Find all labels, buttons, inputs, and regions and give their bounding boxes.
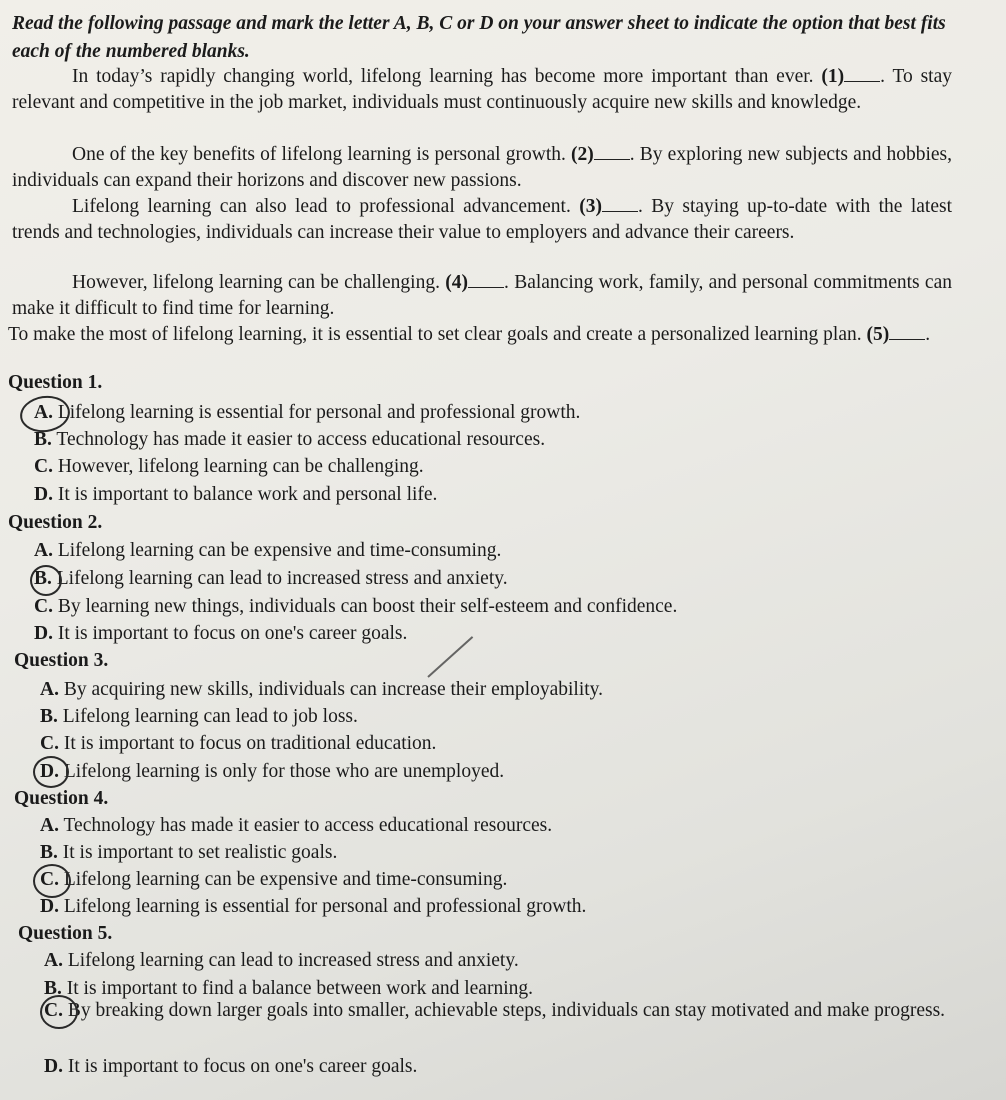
blank-3: [602, 197, 638, 212]
q4-option-c[interactable]: [40, 867, 507, 893]
option-letter: C.: [34, 456, 53, 477]
para-2-text: One of the key benefits of lifelong learning is personal growth.: [72, 144, 572, 165]
option-letter: B.: [40, 842, 58, 863]
q2-option-d[interactable]: [34, 621, 407, 647]
option-text: By learning new things, individuals can boost their self-esteem and confidence.: [57, 596, 678, 617]
para-5-text-after: .: [925, 324, 931, 345]
para-1-text-after: . To stay relevant and competitive in the job market, individuals must continuously acquire new skills and knowledge.: [12, 66, 952, 113]
option-letter: D.: [34, 623, 53, 644]
option-text: Technology has made it easier to access educational resources.: [63, 815, 553, 836]
passage-paragraph-4: [12, 270, 952, 322]
q5-option-a[interactable]: [44, 948, 519, 974]
question-2-title: Question 2.: [8, 512, 103, 533]
question-4-title: Question 4.: [14, 788, 109, 809]
q4-option-d[interactable]: [40, 894, 586, 920]
option-letter: A.: [34, 540, 53, 561]
option-text: It is important to focus on one's career goals.: [57, 623, 408, 644]
option-letter: C.: [44, 1000, 63, 1021]
blank-number-1: (1): [821, 66, 845, 87]
answer-circle-q5: [40, 995, 78, 1029]
passage-paragraph-2: [12, 142, 952, 194]
option-letter: C.: [34, 596, 53, 617]
option-letter: D.: [40, 761, 59, 782]
option-text: However, lifelong learning can be challenging.: [57, 456, 424, 477]
q2-option-a[interactable]: [34, 538, 501, 564]
option-letter: D.: [34, 484, 53, 505]
option-letter: B.: [40, 706, 58, 727]
answer-circle-q2: [30, 565, 62, 596]
option-text: Lifelong learning can lead to increased stress and anxiety.: [56, 568, 508, 589]
para-3-text: Lifelong learning can also lead to professional advancement.: [72, 196, 580, 217]
option-letter: A.: [40, 815, 59, 836]
option-letter: D.: [44, 1056, 63, 1077]
q4-option-a[interactable]: [40, 813, 552, 839]
q3-option-b[interactable]: [40, 704, 358, 730]
option-text: By breaking down larger goals into smaller, achievable steps, individuals can stay motivated and make progress.: [67, 1000, 946, 1021]
option-text: Lifelong learning is essential for personal and professional growth.: [57, 402, 581, 423]
q1-option-c[interactable]: [34, 454, 424, 480]
option-text: It is important to find a balance between work and learning.: [66, 978, 533, 999]
instruction-text: Read the following passage and mark the letter A, B, C or D on your answer sheet to indicate the option that best fits each of the numbered blanks.: [12, 13, 946, 62]
para-2-text-after: . By exploring new subjects and hobbies, individuals can expand their horizons and discover new passions.: [12, 144, 953, 191]
q1-option-d[interactable]: [34, 482, 437, 508]
question-1-title: Question 1.: [8, 372, 103, 393]
blank-1: [844, 67, 880, 82]
blank-number-5: (5): [866, 324, 890, 345]
option-letter: A.: [34, 402, 53, 423]
pencil-stroke: [427, 636, 473, 678]
q1-option-a[interactable]: [34, 400, 580, 426]
q3-option-a[interactable]: [40, 677, 603, 703]
q2-option-b[interactable]: [34, 566, 508, 592]
blank-number-4: (4): [445, 272, 469, 293]
para-5-text: To make the most of lifelong learning, it is essential to set clear goals and create a personalized learning plan.: [8, 324, 867, 345]
option-letter: B.: [34, 568, 52, 589]
option-text: Lifelong learning can lead to job loss.: [62, 706, 358, 727]
passage-paragraph-1: [12, 64, 952, 116]
answer-circle-q3: [33, 756, 69, 788]
answer-circle-q4: [33, 864, 71, 898]
question-3-title: Question 3.: [14, 650, 109, 671]
option-letter: A.: [44, 950, 63, 971]
blank-number-3: (3): [579, 196, 602, 217]
para-4-text-after: . Balancing work, family, and personal commitments can make it difficult to find time for learning.: [12, 272, 952, 319]
option-text: Lifelong learning can be expensive and time-consuming.: [63, 869, 508, 890]
blank-4: [468, 273, 504, 288]
option-letter: B.: [44, 978, 62, 999]
option-text: It is important to set realistic goals.: [62, 842, 338, 863]
option-text: Lifelong learning is only for those who are unemployed.: [63, 761, 505, 782]
option-text: Technology has made it easier to access educational resources.: [56, 429, 546, 450]
option-letter: A.: [40, 679, 59, 700]
question-5-title: Question 5.: [18, 923, 113, 944]
q5-option-d[interactable]: [44, 1054, 417, 1080]
option-text: It is important to focus on traditional education.: [63, 733, 437, 754]
para-3-text-after: . By staying up-to-date with the latest trends and technologies, individuals can increase their value to employers and advance their careers.: [12, 196, 952, 243]
blank-number-2: (2): [571, 144, 594, 165]
option-letter: B.: [34, 429, 52, 450]
q4-option-b[interactable]: [40, 840, 337, 866]
option-letter: D.: [40, 896, 59, 917]
option-text: Lifelong learning is essential for personal and professional growth.: [63, 896, 587, 917]
q5-option-c[interactable]: [22, 998, 962, 1024]
passage-paragraph-3: [12, 194, 952, 246]
option-text: Lifelong learning can be expensive and time-consuming.: [57, 540, 502, 561]
q3-option-d[interactable]: [40, 759, 504, 785]
option-text: Lifelong learning can lead to increased stress and anxiety.: [67, 950, 519, 971]
option-letter: C.: [40, 869, 59, 890]
option-text: It is important to focus on one's career goals.: [67, 1056, 418, 1077]
blank-2: [594, 145, 630, 160]
option-letter: C.: [40, 733, 59, 754]
para-1-text: In today’s rapidly changing world, lifelong learning has become more important than ever.: [72, 66, 822, 87]
para-4-text: However, lifelong learning can be challenging.: [72, 272, 446, 293]
q3-option-c[interactable]: [40, 731, 436, 757]
q1-option-b[interactable]: [34, 427, 545, 453]
q2-option-c[interactable]: [34, 594, 677, 620]
option-text: By acquiring new skills, individuals can increase their employability.: [63, 679, 604, 700]
passage-paragraph-5: [8, 322, 952, 348]
option-text: It is important to balance work and personal life.: [57, 484, 438, 505]
blank-5: [889, 325, 925, 340]
